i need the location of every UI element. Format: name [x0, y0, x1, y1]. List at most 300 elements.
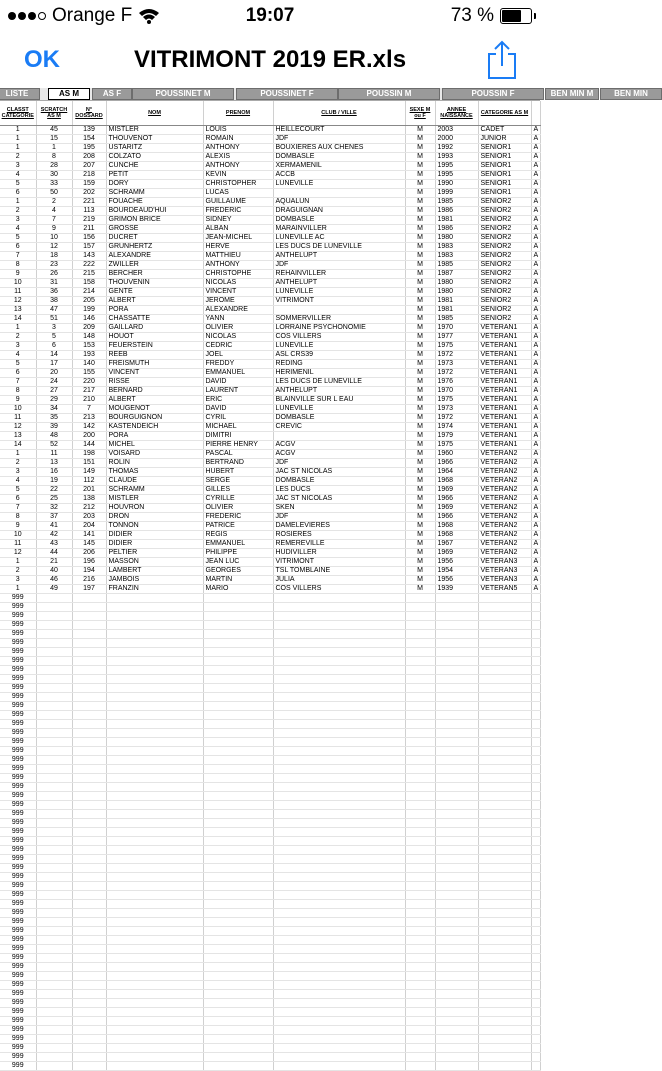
ok-button[interactable]: OK: [24, 46, 60, 73]
table-cell[interactable]: [273, 639, 405, 648]
table-cell[interactable]: 1975: [435, 441, 478, 450]
table-cell[interactable]: 999: [0, 621, 36, 630]
table-cell[interactable]: [405, 729, 435, 738]
table-cell[interactable]: [203, 774, 273, 783]
table-cell[interactable]: [531, 765, 540, 774]
table-cell[interactable]: [106, 747, 203, 756]
table-cell[interactable]: 3: [0, 216, 36, 225]
table-cell[interactable]: VETERAN1: [478, 387, 531, 396]
table-cell[interactable]: 210: [72, 396, 106, 405]
table-cell[interactable]: [72, 936, 106, 945]
table-cell[interactable]: [106, 963, 203, 972]
table-cell[interactable]: [36, 873, 72, 882]
table-cell[interactable]: [106, 720, 203, 729]
table-cell[interactable]: [36, 945, 72, 954]
table-cell[interactable]: [435, 981, 478, 990]
table-cell[interactable]: [435, 711, 478, 720]
table-cell[interactable]: VETERAN3: [478, 567, 531, 576]
table-cell[interactable]: THOUVENIN: [106, 279, 203, 288]
table-cell[interactable]: A: [531, 153, 540, 162]
table-cell[interactable]: [203, 1044, 273, 1053]
table-cell[interactable]: [72, 630, 106, 639]
table-cell[interactable]: 49: [36, 585, 72, 594]
table-cell[interactable]: [405, 882, 435, 891]
table-cell[interactable]: VETERAN1: [478, 333, 531, 342]
table-cell[interactable]: MICHAEL: [203, 423, 273, 432]
table-cell[interactable]: [273, 1035, 405, 1044]
table-cell[interactable]: BERNARD: [106, 387, 203, 396]
table-cell[interactable]: [72, 774, 106, 783]
table-cell[interactable]: MICHEL: [106, 441, 203, 450]
table-cell[interactable]: 14: [0, 315, 36, 324]
table-cell[interactable]: 47: [36, 306, 72, 315]
table-cell[interactable]: HERVE: [203, 243, 273, 252]
table-cell[interactable]: [531, 666, 540, 675]
table-cell[interactable]: [405, 981, 435, 990]
table-cell[interactable]: [531, 963, 540, 972]
table-cell[interactable]: 7: [72, 405, 106, 414]
table-cell[interactable]: [435, 648, 478, 657]
table-cell[interactable]: 2: [0, 207, 36, 216]
table-cell[interactable]: 2: [0, 153, 36, 162]
table-cell[interactable]: [106, 891, 203, 900]
table-cell[interactable]: [531, 1017, 540, 1026]
table-cell[interactable]: [435, 1017, 478, 1026]
table-cell[interactable]: DOMBASLE: [273, 216, 405, 225]
table-cell[interactable]: 1970: [435, 324, 478, 333]
table-cell[interactable]: [531, 855, 540, 864]
table-cell[interactable]: MOUGENOT: [106, 405, 203, 414]
table-cell[interactable]: [72, 882, 106, 891]
table-cell[interactable]: [478, 603, 531, 612]
table-cell[interactable]: [203, 612, 273, 621]
table-cell[interactable]: 1: [0, 198, 36, 207]
table-cell[interactable]: M: [405, 459, 435, 468]
table-cell[interactable]: [203, 954, 273, 963]
table-cell[interactable]: HEILLECOURT: [273, 126, 405, 135]
table-cell[interactable]: [531, 612, 540, 621]
table-cell[interactable]: 214: [72, 288, 106, 297]
table-cell[interactable]: VETERAN1: [478, 360, 531, 369]
table-cell[interactable]: [531, 1035, 540, 1044]
table-cell[interactable]: [478, 765, 531, 774]
table-cell[interactable]: A: [531, 171, 540, 180]
table-cell[interactable]: 1993: [435, 153, 478, 162]
table-cell[interactable]: [531, 675, 540, 684]
table-cell[interactable]: [435, 837, 478, 846]
table-cell[interactable]: [72, 675, 106, 684]
table-cell[interactable]: VETERAN2: [478, 531, 531, 540]
table-cell[interactable]: CHASSATTE: [106, 315, 203, 324]
table-cell[interactable]: [36, 981, 72, 990]
table-cell[interactable]: 4: [0, 225, 36, 234]
table-cell[interactable]: [72, 873, 106, 882]
table-cell[interactable]: [106, 1062, 203, 1071]
table-cell[interactable]: [72, 648, 106, 657]
table-cell[interactable]: [106, 648, 203, 657]
table-cell[interactable]: 1987: [435, 270, 478, 279]
table-cell[interactable]: 999: [0, 882, 36, 891]
table-cell[interactable]: [273, 792, 405, 801]
table-cell[interactable]: [273, 306, 405, 315]
table-cell[interactable]: [435, 927, 478, 936]
table-cell[interactable]: [36, 657, 72, 666]
table-cell[interactable]: [478, 783, 531, 792]
table-cell[interactable]: [273, 855, 405, 864]
table-cell[interactable]: CHRISTOPHE: [203, 270, 273, 279]
table-cell[interactable]: [72, 1035, 106, 1044]
table-cell[interactable]: 41: [36, 522, 72, 531]
table-cell[interactable]: PORA: [106, 306, 203, 315]
table-cell[interactable]: 4: [36, 207, 72, 216]
table-cell[interactable]: 999: [0, 738, 36, 747]
table-cell[interactable]: [36, 792, 72, 801]
table-cell[interactable]: MATTHIEU: [203, 252, 273, 261]
table-cell[interactable]: 2: [0, 567, 36, 576]
table-cell[interactable]: [405, 684, 435, 693]
table-cell[interactable]: ALBERT: [106, 297, 203, 306]
table-cell[interactable]: 9: [0, 522, 36, 531]
table-cell[interactable]: THOUVENOT: [106, 135, 203, 144]
table-cell[interactable]: MASSON: [106, 558, 203, 567]
table-cell[interactable]: [36, 1044, 72, 1053]
table-cell[interactable]: 999: [0, 639, 36, 648]
table-cell[interactable]: A: [531, 180, 540, 189]
table-cell[interactable]: [405, 810, 435, 819]
table-cell[interactable]: [36, 711, 72, 720]
table-cell[interactable]: A: [531, 450, 540, 459]
table-cell[interactable]: JDF: [273, 459, 405, 468]
table-cell[interactable]: 1: [0, 558, 36, 567]
table-cell[interactable]: M: [405, 423, 435, 432]
table-cell[interactable]: 37: [36, 513, 72, 522]
table-cell[interactable]: 999: [0, 630, 36, 639]
table-cell[interactable]: [203, 999, 273, 1008]
table-cell[interactable]: [203, 792, 273, 801]
table-cell[interactable]: 12: [36, 243, 72, 252]
table-cell[interactable]: 999: [0, 855, 36, 864]
table-cell[interactable]: [531, 594, 540, 603]
table-cell[interactable]: A: [531, 333, 540, 342]
table-cell[interactable]: [106, 684, 203, 693]
table-cell[interactable]: [72, 927, 106, 936]
table-cell[interactable]: 999: [0, 828, 36, 837]
table-cell[interactable]: [478, 963, 531, 972]
table-cell[interactable]: M: [405, 495, 435, 504]
table-cell[interactable]: [72, 711, 106, 720]
table-cell[interactable]: [478, 1026, 531, 1035]
table-cell[interactable]: 1972: [435, 414, 478, 423]
table-cell[interactable]: [273, 927, 405, 936]
table-cell[interactable]: THOMAS: [106, 468, 203, 477]
table-cell[interactable]: [203, 666, 273, 675]
table-cell[interactable]: 9: [0, 270, 36, 279]
table-cell[interactable]: 156: [72, 234, 106, 243]
table-cell[interactable]: [435, 810, 478, 819]
table-cell[interactable]: 18: [36, 252, 72, 261]
table-cell[interactable]: [531, 891, 540, 900]
table-cell[interactable]: ANTHONY: [203, 144, 273, 153]
table-cell[interactable]: REGIS: [203, 531, 273, 540]
table-cell[interactable]: 33: [36, 180, 72, 189]
table-cell[interactable]: ACCB: [273, 171, 405, 180]
table-cell[interactable]: RISSE: [106, 378, 203, 387]
table-cell[interactable]: 3: [0, 342, 36, 351]
table-cell[interactable]: [405, 1053, 435, 1062]
table-cell[interactable]: A: [531, 369, 540, 378]
table-cell[interactable]: VETERAN1: [478, 324, 531, 333]
table-cell[interactable]: [36, 675, 72, 684]
table-cell[interactable]: HOUVRON: [106, 504, 203, 513]
table-cell[interactable]: 212: [72, 504, 106, 513]
table-cell[interactable]: 1: [0, 126, 36, 135]
table-cell[interactable]: A: [531, 405, 540, 414]
table-cell[interactable]: 30: [36, 171, 72, 180]
table-cell[interactable]: [36, 972, 72, 981]
table-cell[interactable]: 1: [36, 144, 72, 153]
table-cell[interactable]: VITRIMONT: [273, 558, 405, 567]
table-cell[interactable]: PELTIER: [106, 549, 203, 558]
table-cell[interactable]: M: [405, 153, 435, 162]
table-cell[interactable]: 1: [0, 144, 36, 153]
table-cell[interactable]: 207: [72, 162, 106, 171]
table-cell[interactable]: JOEL: [203, 351, 273, 360]
table-cell[interactable]: BOURDEAUD'HUI: [106, 207, 203, 216]
table-cell[interactable]: [36, 864, 72, 873]
table-cell[interactable]: [478, 810, 531, 819]
table-cell[interactable]: FOUACHE: [106, 198, 203, 207]
table-cell[interactable]: [36, 684, 72, 693]
table-cell[interactable]: ASL CRS39: [273, 351, 405, 360]
table-cell[interactable]: M: [405, 369, 435, 378]
table-cell[interactable]: [478, 657, 531, 666]
table-cell[interactable]: MARIO: [203, 585, 273, 594]
tab-poussin-f[interactable]: POUSSIN F: [442, 88, 544, 100]
table-cell[interactable]: [203, 963, 273, 972]
table-cell[interactable]: 27: [36, 387, 72, 396]
table-cell[interactable]: [36, 846, 72, 855]
table-cell[interactable]: [106, 774, 203, 783]
tab-poussinet-m[interactable]: POUSSINET M: [132, 88, 234, 100]
table-cell[interactable]: [72, 594, 106, 603]
table-cell[interactable]: [106, 738, 203, 747]
table-cell[interactable]: 157: [72, 243, 106, 252]
table-cell[interactable]: M: [405, 297, 435, 306]
table-cell[interactable]: CEDRIC: [203, 342, 273, 351]
table-cell[interactable]: [72, 954, 106, 963]
table-cell[interactable]: A: [531, 585, 540, 594]
table-cell[interactable]: [273, 666, 405, 675]
table-cell[interactable]: [36, 1026, 72, 1035]
table-cell[interactable]: 1972: [435, 351, 478, 360]
table-cell[interactable]: 5: [0, 180, 36, 189]
table-cell[interactable]: 8: [36, 153, 72, 162]
table-cell[interactable]: PIERRE HENRY: [203, 441, 273, 450]
table-cell[interactable]: M: [405, 531, 435, 540]
table-cell[interactable]: [273, 954, 405, 963]
table-cell[interactable]: VINCENT: [106, 369, 203, 378]
table-cell[interactable]: M: [405, 144, 435, 153]
table-cell[interactable]: [36, 891, 72, 900]
table-cell[interactable]: 999: [0, 936, 36, 945]
table-cell[interactable]: 46: [36, 576, 72, 585]
table-cell[interactable]: VITRIMONT: [273, 297, 405, 306]
table-cell[interactable]: A: [531, 504, 540, 513]
table-cell[interactable]: [72, 702, 106, 711]
table-cell[interactable]: 153: [72, 342, 106, 351]
table-cell[interactable]: 222: [72, 261, 106, 270]
table-cell[interactable]: M: [405, 450, 435, 459]
table-cell[interactable]: 1995: [435, 171, 478, 180]
table-cell[interactable]: 45: [36, 126, 72, 135]
table-cell[interactable]: [106, 729, 203, 738]
table-cell[interactable]: 10: [0, 531, 36, 540]
table-cell[interactable]: [435, 801, 478, 810]
table-cell[interactable]: JAC ST NICOLAS: [273, 468, 405, 477]
table-cell[interactable]: 999: [0, 729, 36, 738]
table-cell[interactable]: 1972: [435, 369, 478, 378]
table-cell[interactable]: [36, 990, 72, 999]
table-cell[interactable]: JUNIOR: [478, 135, 531, 144]
table-cell[interactable]: [478, 648, 531, 657]
table-cell[interactable]: [531, 909, 540, 918]
table-cell[interactable]: [531, 684, 540, 693]
table-cell[interactable]: [405, 630, 435, 639]
table-cell[interactable]: [106, 981, 203, 990]
table-cell[interactable]: [106, 666, 203, 675]
table-cell[interactable]: FREDERIC: [203, 207, 273, 216]
table-cell[interactable]: [36, 936, 72, 945]
table-cell[interactable]: ROSIERES: [273, 531, 405, 540]
table-cell[interactable]: [106, 657, 203, 666]
table-cell[interactable]: [273, 729, 405, 738]
table-cell[interactable]: M: [405, 243, 435, 252]
table-cell[interactable]: [72, 1044, 106, 1053]
table-cell[interactable]: A: [531, 342, 540, 351]
table-cell[interactable]: 29: [36, 396, 72, 405]
table-cell[interactable]: 139: [72, 126, 106, 135]
table-cell[interactable]: [72, 1017, 106, 1026]
table-cell[interactable]: SENIOR2: [478, 306, 531, 315]
table-cell[interactable]: M: [405, 288, 435, 297]
table-cell[interactable]: 8: [0, 387, 36, 396]
table-cell[interactable]: A: [531, 324, 540, 333]
table-cell[interactable]: 1983: [435, 252, 478, 261]
table-cell[interactable]: [106, 999, 203, 1008]
table-cell[interactable]: [273, 819, 405, 828]
table-cell[interactable]: [405, 675, 435, 684]
table-cell[interactable]: [203, 909, 273, 918]
table-cell[interactable]: OLIVIER: [203, 504, 273, 513]
table-cell[interactable]: [273, 594, 405, 603]
table-cell[interactable]: 142: [72, 423, 106, 432]
table-cell[interactable]: SIDNEY: [203, 216, 273, 225]
table-cell[interactable]: 999: [0, 648, 36, 657]
table-cell[interactable]: A: [531, 414, 540, 423]
table-cell[interactable]: [405, 909, 435, 918]
table-cell[interactable]: 1969: [435, 504, 478, 513]
table-cell[interactable]: 999: [0, 990, 36, 999]
table-cell[interactable]: HUBERT: [203, 468, 273, 477]
table-cell[interactable]: 13: [0, 432, 36, 441]
table-cell[interactable]: [36, 1035, 72, 1044]
table-cell[interactable]: [435, 702, 478, 711]
table-cell[interactable]: [405, 855, 435, 864]
table-cell[interactable]: [531, 810, 540, 819]
table-cell[interactable]: [273, 990, 405, 999]
table-cell[interactable]: SENIOR2: [478, 243, 531, 252]
table-cell[interactable]: [478, 837, 531, 846]
table-cell[interactable]: [106, 1035, 203, 1044]
table-cell[interactable]: TSL TOMBLAINE: [273, 567, 405, 576]
table-cell[interactable]: [106, 792, 203, 801]
table-cell[interactable]: [36, 639, 72, 648]
table-cell[interactable]: 2: [0, 459, 36, 468]
table-cell[interactable]: [106, 846, 203, 855]
table-cell[interactable]: 1986: [435, 207, 478, 216]
table-cell[interactable]: M: [405, 549, 435, 558]
table-cell[interactable]: SKEN: [273, 504, 405, 513]
table-cell[interactable]: [203, 1026, 273, 1035]
table-cell[interactable]: [478, 819, 531, 828]
table-cell[interactable]: VETERAN2: [478, 540, 531, 549]
table-cell[interactable]: [106, 990, 203, 999]
table-cell[interactable]: 999: [0, 1044, 36, 1053]
table-cell[interactable]: A: [531, 189, 540, 198]
table-cell[interactable]: 999: [0, 612, 36, 621]
table-cell[interactable]: 219: [72, 216, 106, 225]
table-cell[interactable]: VETERAN2: [478, 468, 531, 477]
table-cell[interactable]: 1966: [435, 459, 478, 468]
table-cell[interactable]: [36, 621, 72, 630]
table-cell[interactable]: [531, 999, 540, 1008]
table-cell[interactable]: M: [405, 225, 435, 234]
table-cell[interactable]: [531, 801, 540, 810]
table-cell[interactable]: VETERAN1: [478, 369, 531, 378]
table-cell[interactable]: 48: [36, 432, 72, 441]
table-cell[interactable]: [478, 1053, 531, 1062]
table-cell[interactable]: REMEREVILLE: [273, 540, 405, 549]
table-cell[interactable]: 201: [72, 486, 106, 495]
table-cell[interactable]: [405, 837, 435, 846]
table-cell[interactable]: [72, 981, 106, 990]
table-cell[interactable]: [478, 1062, 531, 1071]
table-cell[interactable]: 999: [0, 783, 36, 792]
table-cell[interactable]: [72, 612, 106, 621]
table-cell[interactable]: A: [531, 207, 540, 216]
table-cell[interactable]: LES DUCS: [273, 486, 405, 495]
table-cell[interactable]: VETERAN1: [478, 405, 531, 414]
table-cell[interactable]: [72, 756, 106, 765]
table-cell[interactable]: [435, 1044, 478, 1053]
tab-as-f[interactable]: AS F: [92, 88, 132, 100]
table-cell[interactable]: 999: [0, 594, 36, 603]
table-cell[interactable]: 20: [36, 369, 72, 378]
table-cell[interactable]: 999: [0, 1008, 36, 1017]
table-cell[interactable]: A: [531, 486, 540, 495]
table-cell[interactable]: A: [531, 126, 540, 135]
table-cell[interactable]: M: [405, 162, 435, 171]
table-cell[interactable]: [36, 738, 72, 747]
table-cell[interactable]: [36, 702, 72, 711]
table-cell[interactable]: [405, 999, 435, 1008]
table-cell[interactable]: 42: [36, 531, 72, 540]
table-cell[interactable]: SCHRAMM: [106, 486, 203, 495]
table-cell[interactable]: 202: [72, 189, 106, 198]
table-cell[interactable]: 9: [36, 225, 72, 234]
table-cell[interactable]: [36, 828, 72, 837]
table-cell[interactable]: [405, 990, 435, 999]
